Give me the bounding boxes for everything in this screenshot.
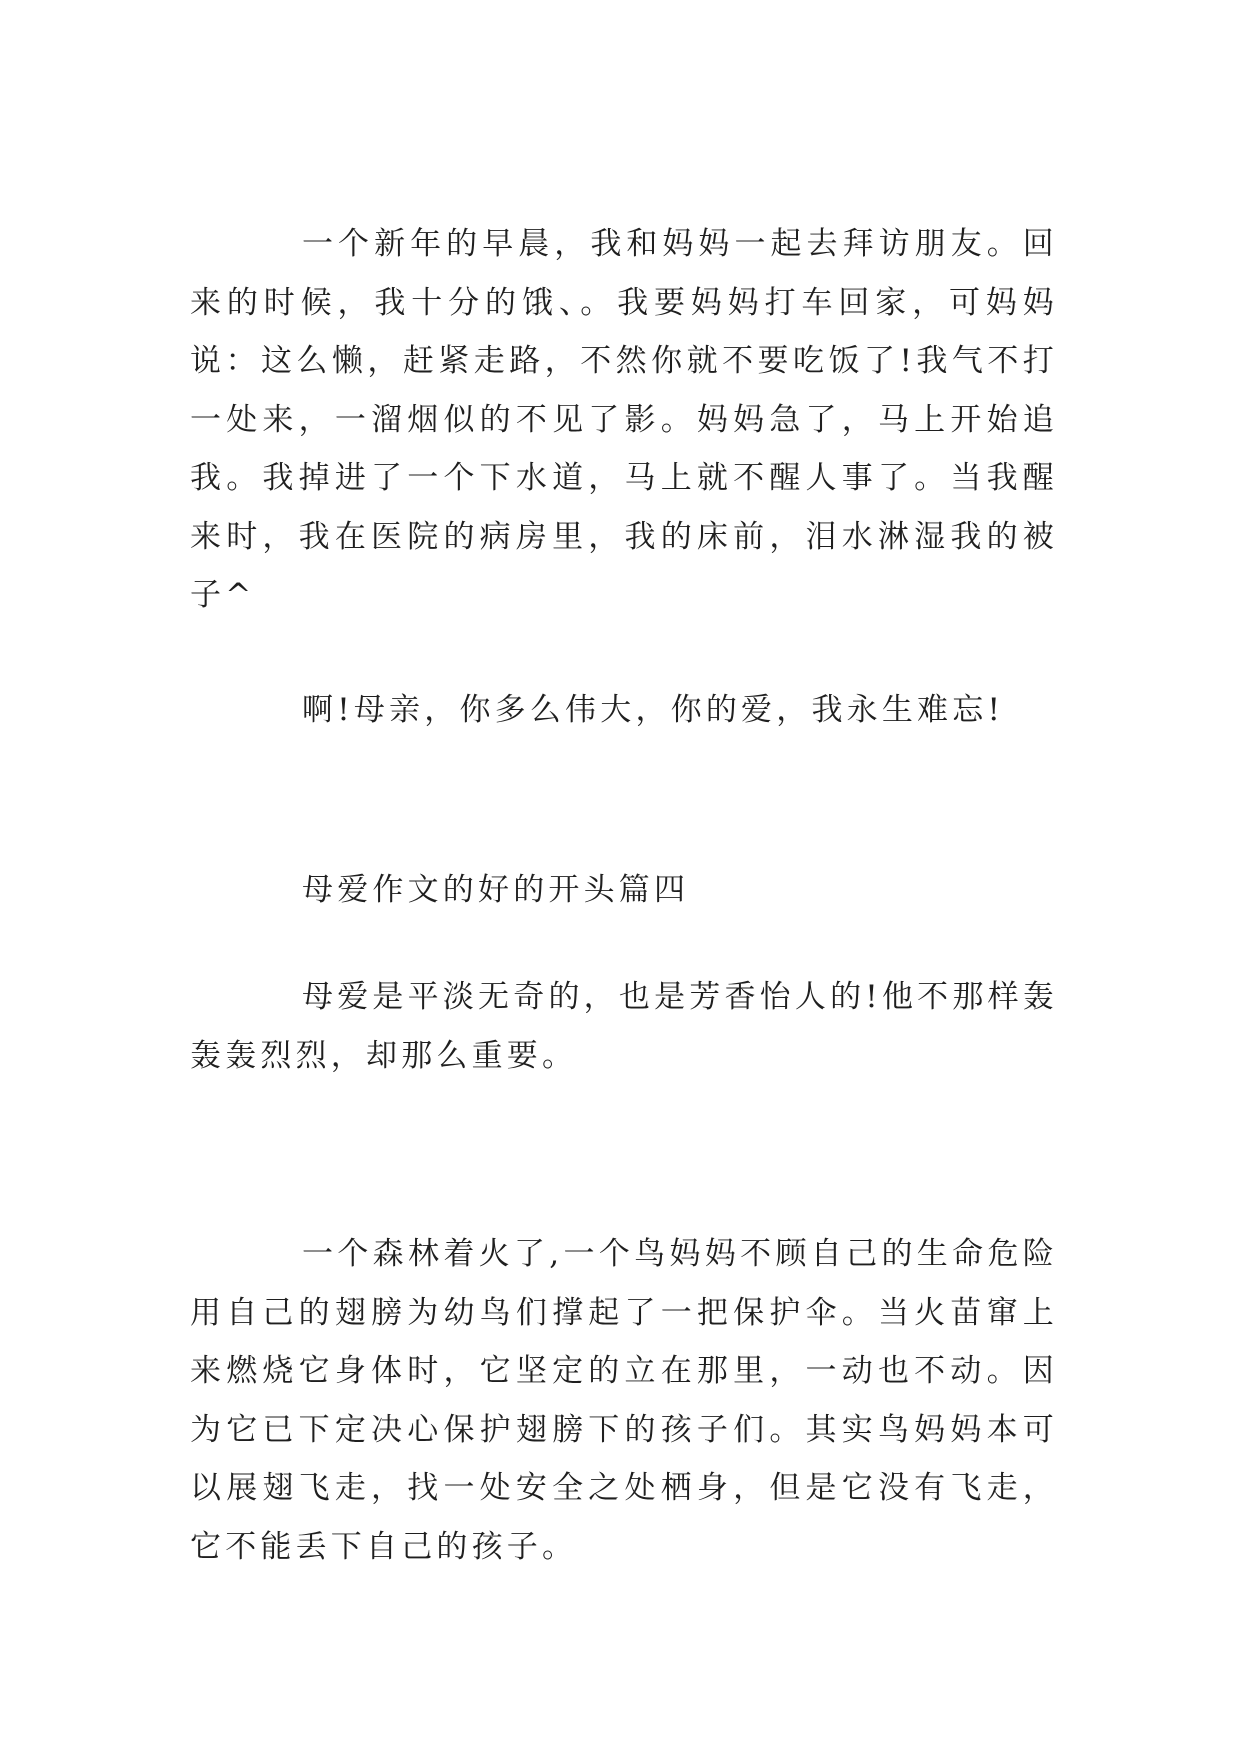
section-heading: 母爱作文的好的开头篇四	[302, 872, 690, 908]
paragraph-forest-fire: 一个森林着火了,一个鸟妈妈不顾自己的生命危险用自己的翅膀为幼鸟们撑起了一把保护伞。当火苗窜上来燃烧它身体时，它坚定的立在那里，一动也不动。因为它已下定决心保护翅膀下的孩子们。其实鸟妈妈本可以展翅飞走，找一处安全之处栖身，但是它没有飞走，它不能丢下自己的孩子。	[190, 1236, 1058, 1565]
paragraph-mothers-love: 母爱是平淡无奇的，也是芳香怡人的!他不那样轰轰轰烈烈，却那么重要。	[190, 979, 1058, 1074]
paragraph-new-year-morning: 一个新年的早晨，我和妈妈一起去拜访朋友。回来的时候，我十分的饿、。我要妈妈打车回家，可妈妈说：这么懒，赶紧走路，不然你就不要吃饭了!我气不打一处来，一溜烟似的不见了影。妈妈急了，马上开始追我。我掉进了一个下水道，马上就不醒人事了。当我醒来时，我在医院的病房里，我的床前，泪水淋湿我的被子^	[190, 226, 1058, 613]
paragraph-exclamation: 啊!母亲，你多么伟大，你的爱，我永生难忘!	[302, 692, 1005, 728]
